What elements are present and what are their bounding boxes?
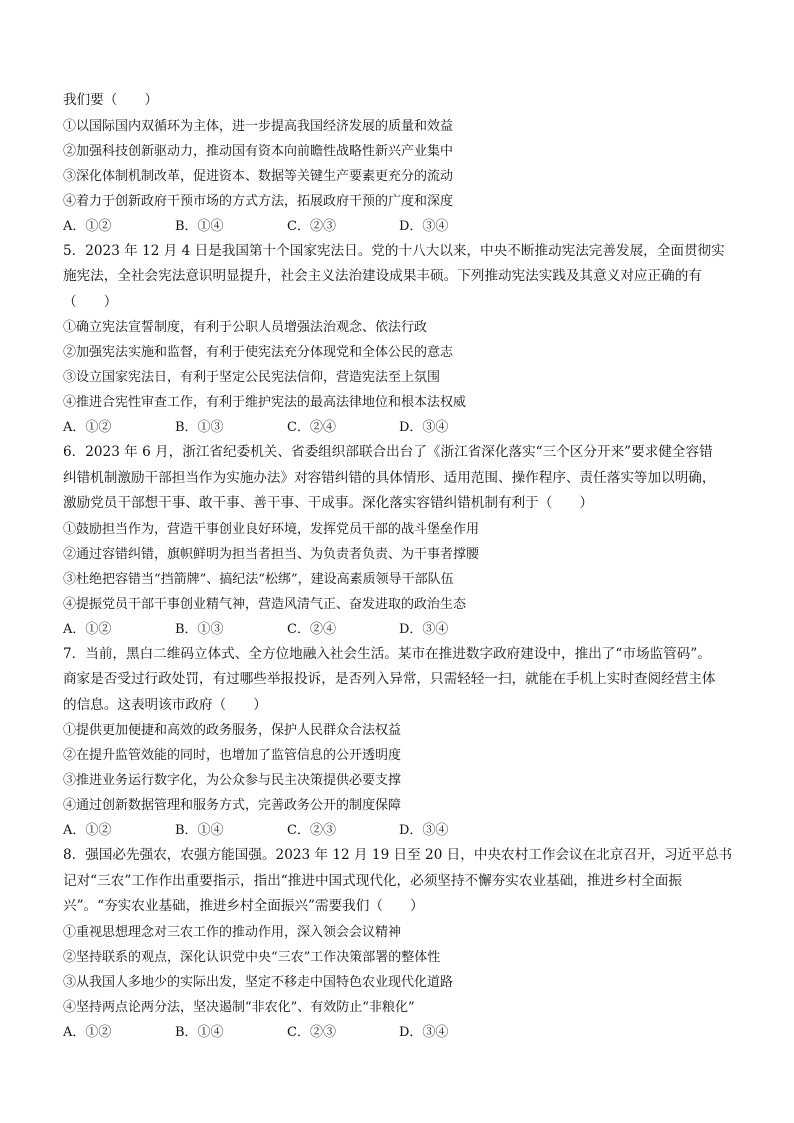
question-6-stem-line-1: 6．2023 年 6 月，浙江省纪委机关、省委组织部联合出台了《浙江省深化落实“三个区分开来”要求健全容错 xyxy=(63,444,713,460)
option-c: C．②③ xyxy=(287,1024,336,1040)
question-8 xyxy=(63,843,735,1045)
statement-4: ④坚持两点论两分法，坚决遏制“非农化”、有效防止“非粮化” xyxy=(63,999,415,1015)
option-c: C．②③ xyxy=(287,823,336,838)
statement-2: ②坚持联系的观点，深化认识党中央“三农”工作决策部署的整体性 xyxy=(63,949,441,965)
question-6 xyxy=(63,440,735,642)
option-b: B．①③ xyxy=(175,621,224,637)
question-5-stem-line-2: 施宪法，全社会宪法意识明显提升，社会主义法治建设成果丰硕。下列推动宪法实践及其意义对应正确的有 xyxy=(63,268,702,284)
statement-1: ①重视思想理念对三农工作的推动作用，深入领会会议精神 xyxy=(63,924,402,940)
statement-2: ②通过容错纠错，旗帜鲜明为担当者担当、为负责者负责、为干事者撑腰 xyxy=(63,546,480,562)
option-b: B．①④ xyxy=(175,823,224,838)
options-row xyxy=(63,415,735,440)
statement-4: ④推进合宪性审查工作，有利于维护宪法的最高法律地位和根本法权威 xyxy=(63,395,467,410)
options-row xyxy=(63,214,735,239)
question-7-stem-line-1: 7．当前，黑白二维码立体式、全方位地融入社会生活。某市在推进数字政府建设中，推出了“市场监管码”。 xyxy=(63,645,711,662)
question-7-stem-line-2: 商家是否受过行政处罚，有过哪些举报投诉，是否列入异常，只需轻轻一扫，就能在手机上实时查阅经营主体 xyxy=(63,671,716,687)
option-c: C．②③ xyxy=(287,218,336,234)
statement-3: ③深化体制机制改革，促进资本、数据等关键生产要素更充分的流动 xyxy=(63,168,454,184)
option-a: A．①② xyxy=(63,420,112,435)
options-row xyxy=(63,617,735,642)
question-5 xyxy=(63,239,735,441)
option-a: A．①② xyxy=(63,621,112,637)
statement-1: ①确立宪法宣誓制度，有利于公职人员增强法治观念、依法行政 xyxy=(63,320,428,335)
question-4 xyxy=(63,88,735,239)
exam-page xyxy=(63,88,735,1045)
statement-3: ③推进业务运行数字化，为公众参与民主决策提供必要支撑 xyxy=(63,773,402,788)
question-6-stem-line-2: 纠错机制激励干部担当作为实施办法》对容错纠错的具体情形、适用范围、操作程序、责任落实等加以明确， xyxy=(63,469,716,486)
statement-2: ②加强科技创新驱动力，推动国有资本向前瞻性战略性新兴产业集中 xyxy=(63,143,454,159)
question-7-stem-line-3: 的信息。这表明该市政府（ ） xyxy=(63,696,267,713)
option-d: D．③④ xyxy=(399,823,449,838)
option-d: D．③④ xyxy=(399,1024,449,1040)
option-d: D．③④ xyxy=(399,218,449,234)
statement-1: ①提供更加便捷和高效的政务服务，保护人民群众合法权益 xyxy=(63,723,402,738)
question-8-stem-line-3: 兴”。“夯实农业基础，推进乡村全面振兴”需要我们（ ） xyxy=(63,898,424,914)
option-c: C．②④ xyxy=(287,420,336,435)
option-a: A．①② xyxy=(63,1024,112,1040)
statement-4: ④提振党员干部干事创业精气神，营造风清气正、奋发进取的政治生态 xyxy=(63,596,467,612)
question-8-stem-line-2: 记对“三农”工作作出重要指示，指出“推进中国式现代化，必须坚持不懈夯实农业基础，推进乡村全面振 xyxy=(63,872,682,889)
option-d: D．③④ xyxy=(399,621,449,637)
option-a: A．①② xyxy=(63,823,112,838)
question-7 xyxy=(63,642,735,844)
option-c: C．②④ xyxy=(287,621,336,637)
option-b: B．①④ xyxy=(175,1024,224,1040)
statement-4: ④着力于创新政府干预市场的方式方法，拓展政府干预的广度和深度 xyxy=(63,193,454,209)
statement-4: ④通过创新数据管理和服务方式，完善政务公开的制度保障 xyxy=(63,798,402,813)
statement-3: ③从我国人多地少的实际出发，坚定不移走中国特色农业现代化道路 xyxy=(63,974,454,990)
option-b: B．①④ xyxy=(175,218,224,234)
question-5-stem-line-3: （ ） xyxy=(63,293,118,310)
options-row xyxy=(63,1020,735,1045)
option-d: D．③④ xyxy=(399,420,449,435)
statement-2: ②在提升监管效能的同时，也增加了监管信息的公开透明度 xyxy=(63,748,402,763)
options-row xyxy=(63,818,735,843)
statement-1: ①鼓励担当作为，营造干事创业良好环境，发挥党员干部的战斗堡垒作用 xyxy=(63,521,480,537)
question-5-stem-line-1: 5．2023 年 12 月 4 日是我国第十个国家宪法日。党的十八大以来，中央不断推动宪法完善发展，全面贯彻实 xyxy=(63,242,725,259)
statement-1: ①以国际国内双循环为主体，进一步提高我国经济发展的质量和效益 xyxy=(63,118,454,134)
question-8-stem-line-1: 8．强国必先强农，农强方能国强。2023 年 12 月 19 日至 20 日，中央农村工作会议在北京召开，习近平总书 xyxy=(63,847,733,863)
question-6-stem-line-3: 激励党员干部想干事、敢干事、善干事、干成事。深化落实容错纠错机制有利于（ ） xyxy=(63,495,594,511)
option-b: B．①③ xyxy=(175,420,224,435)
option-a: A．①② xyxy=(63,218,112,234)
statement-3: ③设立国家宪法日，有利于坚定公民宪法信仰，营造宪法至上氛围 xyxy=(63,370,441,385)
question-4-stem: 我们要（ ） xyxy=(63,92,159,108)
statement-3: ③杜绝把容错当“挡箭牌”、搞纪法“松绑”，建设高素质领导干部队伍 xyxy=(63,571,454,587)
statement-2: ②加强宪法实施和监督，有利于使宪法充分体现党和全体公民的意志 xyxy=(63,345,454,360)
